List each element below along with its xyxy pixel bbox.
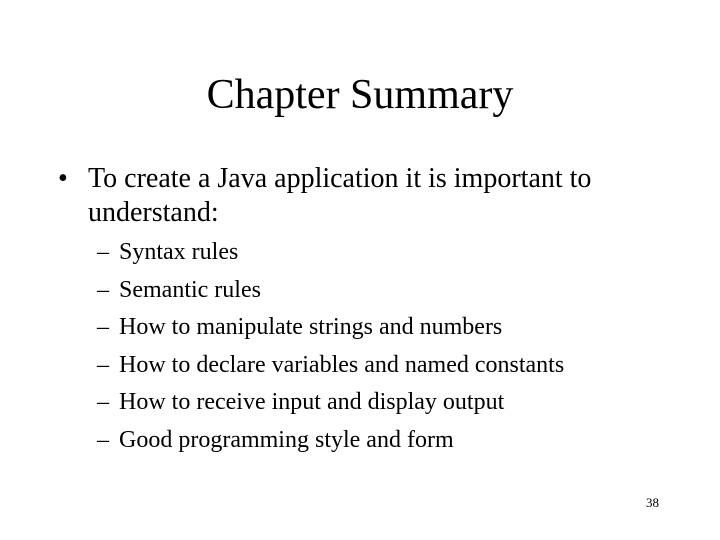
slide-title: Chapter Summary <box>206 72 514 118</box>
sub-bullet-list <box>97 234 677 460</box>
sub-bullet-item <box>97 347 677 385</box>
page-number: 38 <box>646 495 659 510</box>
dash-marker: – <box>97 314 109 341</box>
sub-bullet-text: How to declare variables and named constants <box>119 351 565 378</box>
dash-marker: – <box>97 389 109 416</box>
main-bullet-row <box>58 162 678 230</box>
sub-bullet-text: How to manipulate strings and numbers <box>119 314 503 341</box>
sub-bullet-item <box>97 234 677 272</box>
sub-bullet-item <box>97 309 677 347</box>
sub-bullet-text: Semantic rules <box>119 276 261 303</box>
main-bullet-text: To create a Java application it is important to understand: <box>88 163 592 228</box>
sub-bullet-text: Good programming style and form <box>119 426 454 453</box>
sub-bullet-item <box>97 422 677 460</box>
dash-marker: – <box>97 276 109 303</box>
dash-marker: – <box>97 351 109 378</box>
bullet-marker: • <box>58 163 68 194</box>
dash-marker: – <box>97 426 109 453</box>
sub-bullet-text: Syntax rules <box>119 239 239 265</box>
sub-bullet-text: How to receive input and display output <box>119 389 505 416</box>
sub-bullet-item <box>97 272 677 310</box>
main-bullet <box>58 162 678 230</box>
dash-marker: – <box>97 239 109 265</box>
sub-bullet-item <box>97 384 677 422</box>
